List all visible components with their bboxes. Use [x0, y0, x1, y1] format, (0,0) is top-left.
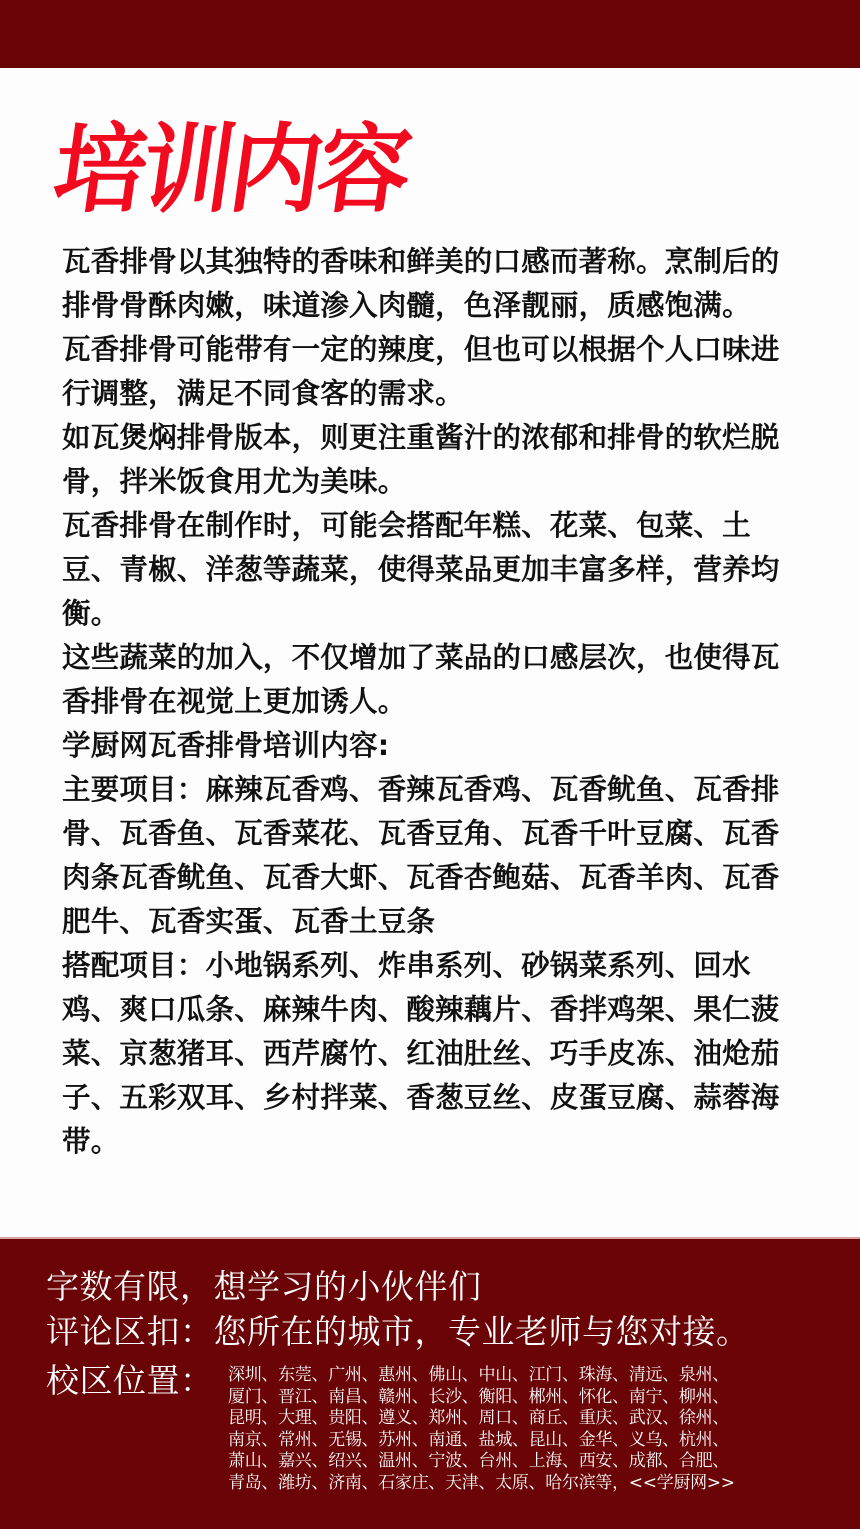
article-body — [62, 240, 782, 1164]
city-row: 厦门、晋江、南昌、赣州、长沙、衡阳、郴州、怀化、南宁、柳州、 — [228, 1386, 729, 1407]
city-row: 南京、常州、无锡、苏州、南通、盐城、昆山、金华、义乌、杭州、 — [228, 1429, 729, 1450]
main-items-list: 主要项目：麻辣瓦香鸡、香辣瓦香鸡、瓦香鱿鱼、瓦香排骨、瓦香鱼、瓦香菜花、瓦香豆角、瓦香千叶豆腐、瓦香肉条瓦香鱿鱼、瓦香大虾、瓦香杏鲍菇、瓦香羊肉、瓦香肥牛、瓦香实蛋、瓦香土豆条 — [62, 773, 780, 938]
page-title: 培训内容 — [46, 113, 415, 227]
top-banner-bar — [0, 0, 860, 68]
footer-word-limit-note: 字数有限，想学习的小伙伴们 — [46, 1267, 482, 1306]
paragraph-claypot-version: 如瓦煲焖排骨版本，则更注重酱汁的浓郁和排骨的软烂脱骨，拌米饭食用尤为美味。 — [62, 421, 780, 498]
paragraph-spiciness: 瓦香排骨可能带有一定的辣度，但也可以根据个人口味进行调整，满足不同食客的需求。 — [62, 333, 780, 410]
city-row: 深圳、东莞、广州、惠州、佛山、中山、江门、珠海、清远、泉州、 — [228, 1365, 729, 1385]
city-row: 青岛、潍坊、济南、石家庄、天津、太原、哈尔滨等，<<学厨网>> — [228, 1472, 735, 1493]
footer-banner — [0, 1237, 860, 1529]
city-row: 萧山、嘉兴、绍兴、温州、宁波、台州、上海、西安、成都、合肥、 — [228, 1451, 729, 1471]
side-items-list: 搭配项目：小地锅系列、炸串系列、砂锅菜系列、回水鸡、爽口瓜条、麻辣牛肉、酸辣藕片、香拌鸡架、果仁菠菜、京葱猪耳、西芹腐竹、红油肚丝、巧手皮冻、油炝茄子、五彩双耳、乡村拌菜、香葱豆丝、皮蛋豆腐、蒜蓉海带。 — [62, 949, 780, 1158]
paragraph-vegetables: 瓦香排骨在制作时，可能会搭配年糕、花菜、包菜、土豆、青椒、洋葱等蔬菜，使得菜品更加丰富多样，营养均衡。 — [62, 509, 780, 630]
training-content-heading: 学厨网瓦香排骨培训内容: — [62, 729, 390, 762]
paragraph-visual-appeal: 这些蔬菜的加入，不仅增加了菜品的口感层次，也使得瓦香排骨在视觉上更加诱人。 — [62, 641, 780, 718]
footer-campus-label: 校区位置： — [46, 1361, 214, 1400]
paragraph-intro: 瓦香排骨以其独特的香味和鲜美的口感而著称。烹制后的排骨骨酥肉嫩，味道渗入肉髓，色泽靓丽，质感饱满。 — [62, 245, 780, 322]
campus-city-list — [228, 1365, 828, 1494]
city-row: 昆明、大理、贵阳、遵义、郑州、周口、商丘、重庆、武汉、徐州、 — [228, 1408, 729, 1428]
footer-comment-prompt: 评论区扣：您所在的城市，专业老师与您对接。 — [46, 1312, 750, 1351]
